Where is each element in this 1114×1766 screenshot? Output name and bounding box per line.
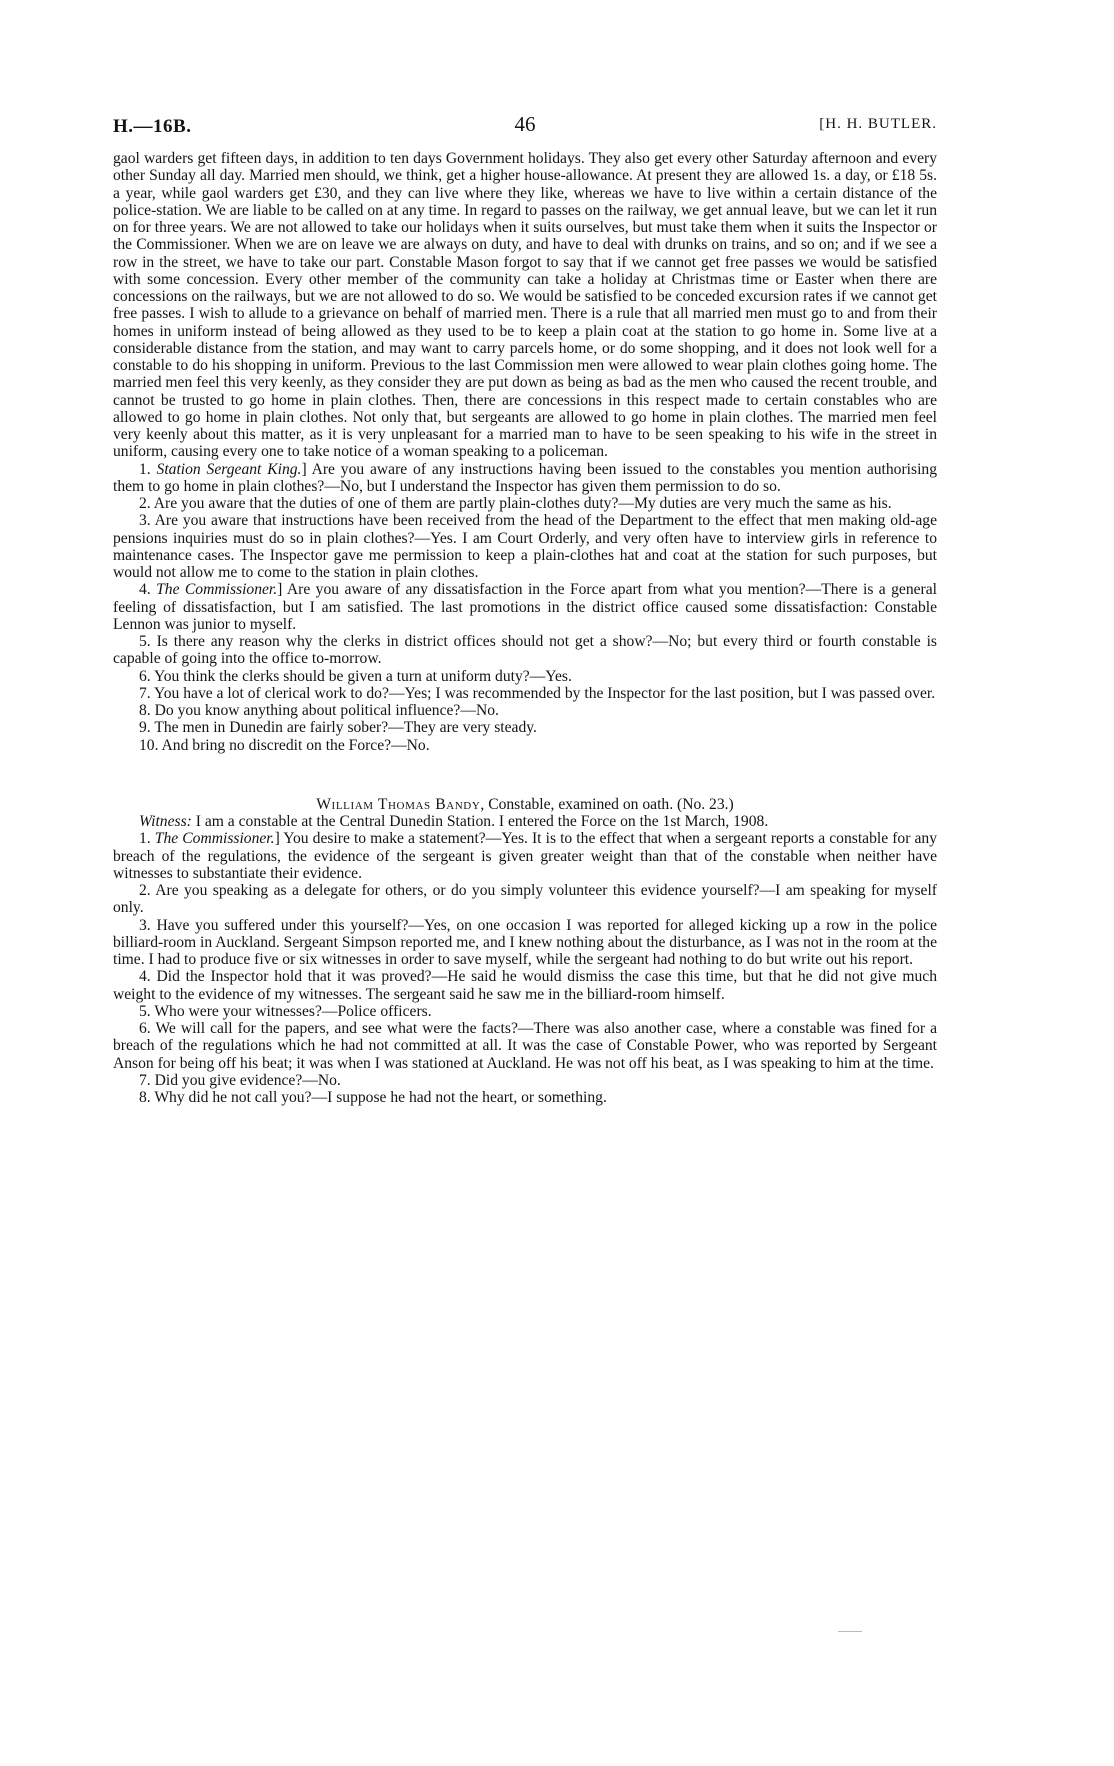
- witness-name: William Thomas Bandy: [316, 795, 481, 813]
- speaker-label: The Commissioner.: [156, 581, 278, 599]
- question-item: 4. Did the Inspector hold that it was proved?—He said he would dismiss the case this time, but that he did not give much weight to the evidence of my witnesses. The sergeant said he saw me in the billiard-room himself.: [113, 968, 937, 1003]
- witness-intro: Witness: I am a constable at the Central Dunedin Station. I entered the Force on the 1st March, 1908.: [139, 813, 769, 830]
- question-item: 2. Are you aware that the duties of one of them are partly plain-clothes duty?—My duties are very much the same as his.: [139, 495, 892, 512]
- document-page: [113, 112, 937, 1106]
- question-item: 1. The Commissioner.] You desire to make a statement?—Yes. It is to the effect that when a sergeant reports a constable for any breach of the regulations, the evidence of the sergeant is given greater weight than that of the constable when neither have witnesses to substantiate their evidence.: [113, 830, 937, 882]
- question-item: 1. Station Sergeant King.] Are you aware of any instructions having been issued to the constables you mention authorising them to go home in plain clothes?—No, but I understand the Inspector has given them permission to do so.: [113, 460, 937, 495]
- witness-header: [H. H. BUTLER.: [819, 116, 937, 132]
- question-item: 4. The Commissioner.] Are you aware of any dissatisfaction in the Force apart from what you mention?—There is a general feeling of dissatisfaction, but I am satisfied. The last promotions in the district office caused some dissatisfaction: Constable Lennon was junior to myself.: [113, 581, 937, 633]
- page-end-rule: [838, 1631, 862, 1632]
- body-text: [113, 150, 937, 1106]
- page-number: 46: [514, 112, 536, 136]
- question-item: 5. Who were your witnesses?—Police officers.: [139, 1002, 432, 1020]
- question-item: 5. Is there any reason why the clerks in district offices should not get a show?—No; but every third or fourth constable is capable of going into the office to-morrow.: [113, 633, 937, 668]
- witness-label: Witness:: [139, 813, 192, 830]
- question-item: 2. Are you speaking as a delegate for others, or do you simply volunteer this evidence yourself?—I am speaking for myself only.: [113, 882, 937, 917]
- question-list-second: [113, 830, 937, 1106]
- question-item: 7. You have a lot of clerical work to do?—Yes; I was recommended by the Inspector for the last position, but I was passed over.: [139, 684, 936, 702]
- section-gap: [113, 754, 937, 796]
- question-item: 10. And bring no discredit on the Force?—No.: [139, 736, 430, 754]
- question-item: 3. Are you aware that instructions have been received from the head of the Department to the effect that men making old-age pensions inquiries must do so in plain clothes?—Yes. I am Court Orderly, and very often have to interview girls in reference to maintenance cases. The Inspector gave me permission to keep a plain-clothes hat and coat at the station for such purposes, but would not allow me to come to the station in plain clothes.: [113, 512, 937, 581]
- question-item: 8. Do you know anything about political influence?—No.: [139, 702, 499, 719]
- question-list-first: [113, 461, 937, 754]
- question-item: 3. Have you suffered under this yourself?—Yes, on one occasion I was reported for alleged kicking up a row in the police billiard-room in Auckland. Sergeant Simpson reported me, and I knew nothing about the disturbance, as I was not in the room at the time. I had to produce five or six witnesses in order to save myself, while the sergeant had nothing to do but write out his report.: [113, 916, 937, 968]
- running-header: [113, 112, 937, 142]
- document-reference: H.—16B.: [113, 116, 192, 137]
- question-item: 6. You think the clerks should be given a turn at uniform duty?—Yes.: [139, 667, 572, 685]
- speaker-label: Station Sergeant King.: [156, 460, 302, 478]
- question-item: 6. We will call for the papers, and see what were the facts?—There was also another case, where a constable was fined for a breach of the regulations which he had not committed at all. It was the case of Constable Power, who was reported by Sergeant Anson for being off his beat; it was when I was stationed at Auckland. He was not off his beat, as I was speaking to him at the time.: [113, 1020, 937, 1072]
- question-item: 8. Why did he not call you?—I suppose he had not the heart, or something.: [139, 1089, 607, 1106]
- question-item: 9. The men in Dunedin are fairly sober?—They are very steady.: [139, 719, 537, 737]
- question-item: 7. Did you give evidence?—No.: [139, 1071, 341, 1089]
- speaker-label: The Commissioner.: [154, 830, 275, 848]
- continued-paragraph: gaol warders get fifteen days, in addition to ten days Government holidays. They also get every other Saturday afternoon and every other Sunday all day. Married men should, we think, get a higher house-allowance. At present they are allowed 1s. a day, or £18 5s. a year, while gaol warders get £30, and they can live where they like, whereas we have to live within a certain distance of the police-station. We are liable to be called on at any time. In regard to passes on the railway, we get annual leave, but we can let it run on for three years. We are not allowed to take our holidays when it suits ourselves, but must take them when it suits the Inspector or the Commissioner. When we are on leave we are always on duty, and have to deal with drunks on trains, and so on; and if we see a row in the street, we have to take our part. Constable Mason forgot to say that if we cannot get free passes we would be satisfied with some concession. Every other member of the community can take a holiday at Christmas time or Easter when there are concessions on the railways, but we are not allowed to do so. We would be satisfied to be conceded excursion rates if we cannot get free passes. I wish to allude to a grievance on behalf of married men. There is a rule that all married men must go to and from their homes in uniform instead of being allowed as they used to be to keep a plain coat at the station to go home in. Some live at a considerable distance from the station, and may want to carry parcels home, or do some shopping, and it does not look well for a constable to do his shopping in uniform. Previous to the last Commission men were allowed to wear plain clothes going home. The married men feel this very keenly, as they consider they are put down as being as bad as the men who caused the recent trouble, and cannot be trusted to go home in plain clothes. Then, there are concessions in this respect made to certain constables who are allowed to go home in plain clothes. Not only that, but sergeants are allowed to go home in plain clothes. The married men feel very keenly about this matter, as it is very unpleasant for a married man to have to be seen speaking to his wife in the street in uniform, causing every one to take notice of a woman speaking to a policeman.: [113, 150, 937, 461]
- witness-heading: William Thomas Bandy, Constable, examined on oath. (No. 23.): [316, 795, 734, 813]
